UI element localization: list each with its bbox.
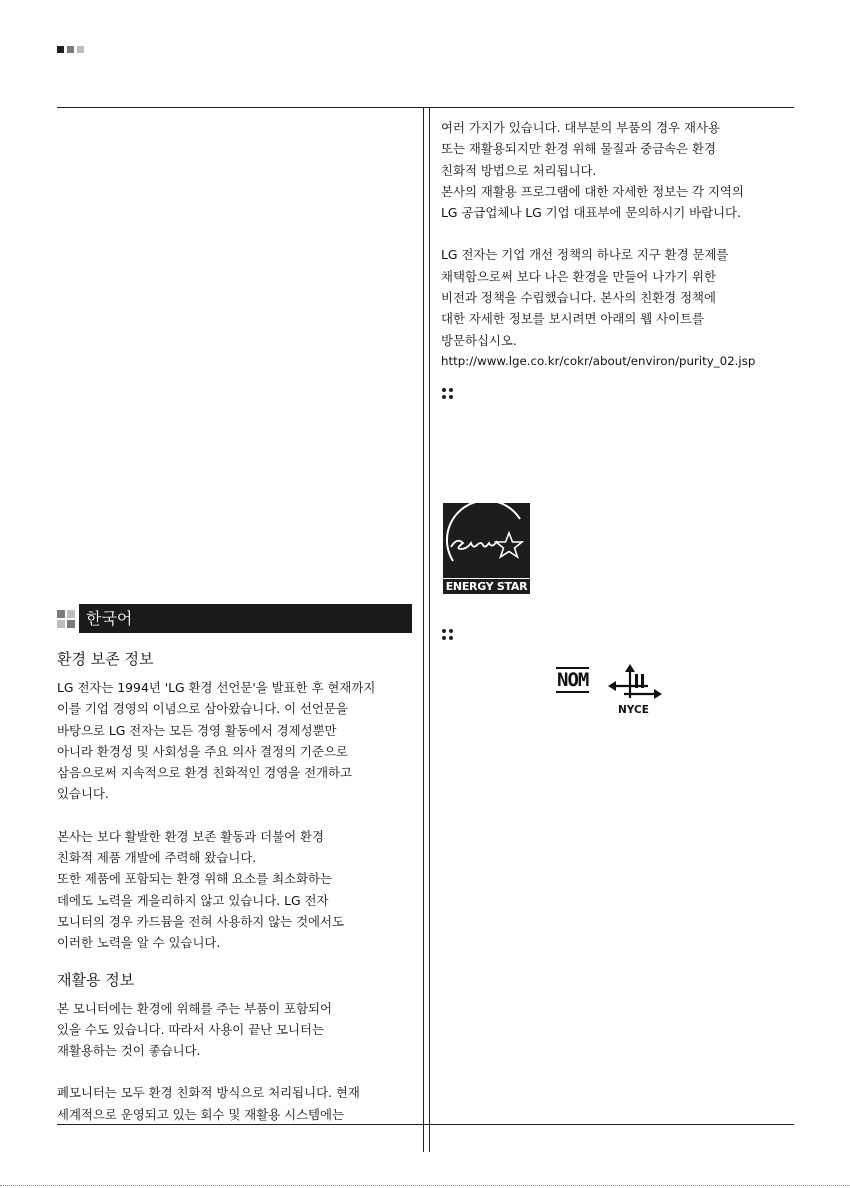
right-paragraph-2: LG 전자는 기업 개선 정책의 하나로 지구 환경 문제를 채택함으로써 보다 나은 환경을 만들어 나가기 위한 비전과 정책을 수립했습니다. 본사의 친환경 정책에 대한 자세한 정보를 보시려면 아래의 웹 사이트를 방문하십시오. bbox=[441, 247, 729, 348]
nyce-label: NYCE bbox=[618, 704, 649, 716]
recycle-heading: 재활용 정보 bbox=[57, 970, 135, 989]
grid-squares-icon bbox=[57, 610, 75, 628]
env-paragraph-1: LG 전자는 1994년 'LG 환경 선언문'을 발표한 후 현재까지 이를 기업 경영의 이념으로 삼아왔습니다. 이 선언문을 바탕으로 LG 전자는 모든 경영 활동에서 경제성뿐만 아니라 환경성 및 사회성을 주요 의사 결정의 기준으로 삼음으로써 지속적으로 환경 친화적인 경영을 전개하고 있습니다. bbox=[57, 680, 376, 802]
right-paragraph-1: 여러 가지가 있습니다. 대부분의 부품의 경우 재사용 또는 재활용되지만 환경 위해 물질과 중금속은 환경 친화적 방법으로 처리됩니다. 본사의 재활용 프로그램에 대한 자세한 정보는 각 지역의 LG 공급업체나 LG 기업 대표부에 문의하시기 바랍니다. bbox=[441, 120, 744, 221]
env-heading: 환경 보존 정보 bbox=[57, 650, 154, 668]
section-header bbox=[57, 604, 412, 633]
recycle-paragraph-1: 본 모니터에는 환경에 위해를 주는 부품이 포함되어 있을 수도 있습니다. 따라서 사용이 끝난 모니터는 재활용하는 것이 좋습니다. bbox=[57, 1000, 332, 1059]
left-column bbox=[57, 604, 412, 1125]
energy-star-logo bbox=[443, 503, 530, 594]
energy-star-label: ENERGY STAR bbox=[443, 578, 530, 593]
recycle-paragraph-2: 폐모니터는 모두 환경 친화적 방식으로 처리됩니다. 현재 세계적으로 운영되고 있는 회수 및 재활용 시스템에는 bbox=[57, 1085, 360, 1122]
nom-nyce-logo bbox=[556, 664, 664, 720]
energy-star-icon bbox=[443, 503, 530, 575]
bottom-dotted-line bbox=[0, 1185, 850, 1186]
column-separator-right bbox=[429, 107, 430, 1152]
nom-label: NOM bbox=[557, 669, 589, 691]
nyce-arrows-icon bbox=[608, 664, 664, 704]
bullet-dots-icon bbox=[442, 388, 454, 400]
section-title: 한국어 bbox=[79, 604, 412, 633]
bullet-dots-icon bbox=[442, 629, 454, 641]
column-separator-left bbox=[423, 107, 424, 1152]
corner-squares-icon bbox=[57, 46, 84, 53]
right-column bbox=[441, 117, 795, 372]
environment-url: http://www.lge.co.kr/cokr/about/environ/purity_02.jsp bbox=[441, 353, 756, 368]
env-paragraph-2: 본사는 보다 활발한 환경 보존 활동과 더불어 환경 친화적 제품 개발에 주력해 왔습니다. 또한 제품에 포함되는 환경 위해 요소를 최소화하는 데에도 노력을 게을리하지 않고 있습니다. LG 전자 모니터의 경우 카드뮴을 전혀 사용하지 않는 것에서도 이러한 노력을 알 수 있습니다. bbox=[57, 828, 344, 951]
top-rule bbox=[57, 107, 794, 108]
